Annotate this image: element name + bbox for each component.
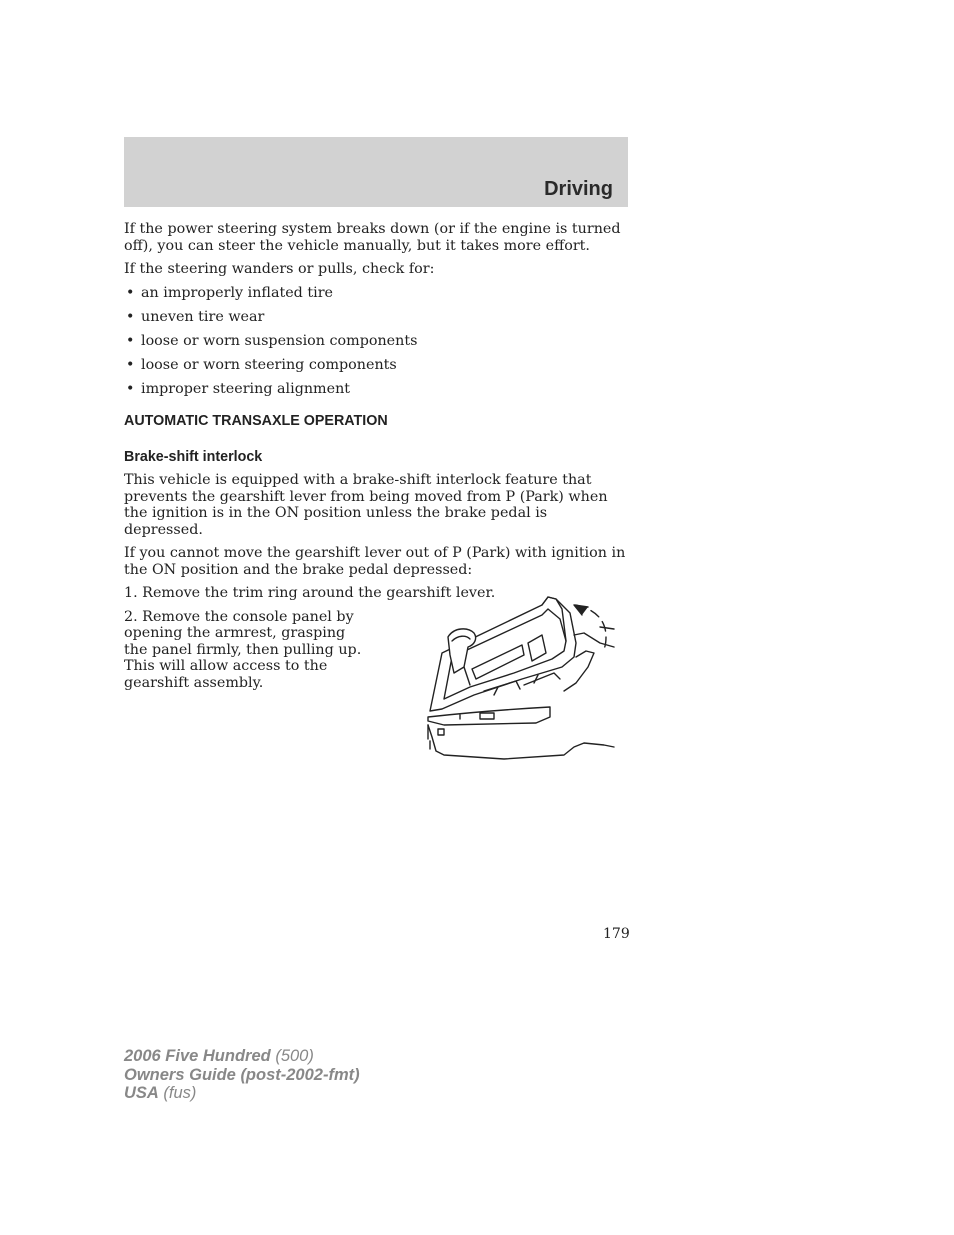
list-item: • an improperly inflated tire [124, 285, 629, 302]
section-header-band [124, 137, 628, 207]
console-panel-illustration [424, 595, 618, 761]
steering-check-list [124, 285, 629, 398]
list-item: • loose or worn steering components [124, 357, 629, 374]
cannot-move-paragraph: If you cannot move the gearshift lever out of P (Park) with ignition in the ON position and the brake pedal depressed: [124, 545, 626, 578]
intro-paragraph: If the power steering system breaks down (or if the engine is turned off), you can steer the vehicle manually, but it takes more effort. [124, 221, 621, 254]
footer-line-3: USA (fus) [124, 1084, 197, 1102]
list-item: • improper steering alignment [124, 381, 629, 398]
document-footer [124, 1047, 360, 1103]
subsection-heading: Brake-shift interlock [124, 448, 263, 465]
footer-line-1: 2006 Five Hundred (500) [124, 1047, 314, 1065]
page-number: 179 [603, 926, 630, 942]
check-intro: If the steering wanders or pulls, check for: [124, 261, 435, 277]
step-1: 1. Remove the trim ring around the gearshift lever. [124, 585, 496, 601]
interlock-paragraph: This vehicle is equipped with a brake-shift interlock feature that prevents the gearshift lever from being moved from P (Park) when the ignition is in the ON position unless the brake pedal is depressed. [124, 472, 608, 538]
section-title: Driving [544, 178, 613, 200]
list-item: • loose or worn suspension components [124, 333, 629, 350]
section-heading: AUTOMATIC TRANSAXLE OPERATION [124, 413, 388, 429]
footer-line-2: Owners Guide (post-2002-fmt) [124, 1065, 360, 1084]
step-2: 2. Remove the console panel by opening the armrest, grasping the panel firmly, then pulling up. This will allow access to the gearshift assembly. [124, 608, 362, 691]
list-item: • uneven tire wear [124, 309, 629, 326]
